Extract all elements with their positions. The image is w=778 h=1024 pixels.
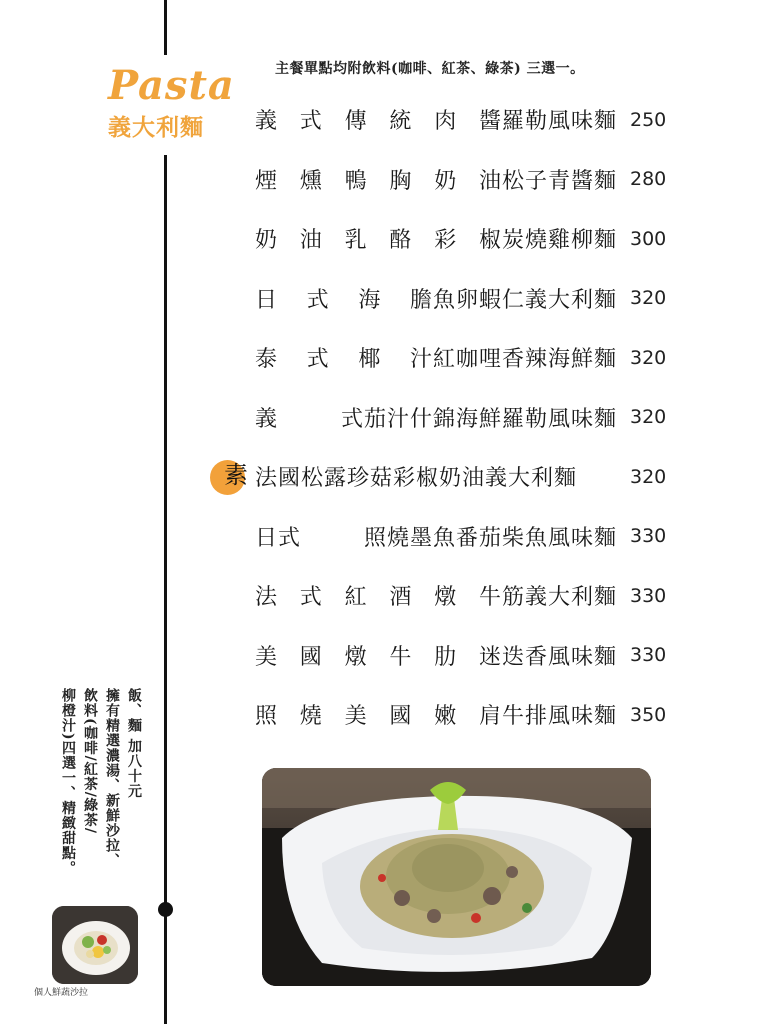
- menu-item: [255, 388, 665, 448]
- menu-item-name-part: 醬羅勒風味麵: [478, 109, 617, 135]
- menu-item-name-part: 椒炭燒雞柳麵: [478, 228, 617, 254]
- menu-item-name-part: 紅: [344, 585, 368, 611]
- menu-item: [255, 507, 665, 567]
- menu-item-name-part: 牛: [389, 644, 413, 670]
- menu-item-name-part: 照燒墨魚番茄柴魚風味麵: [363, 525, 617, 551]
- menu-item: [255, 209, 665, 269]
- divider-line-bottom: [164, 155, 167, 1024]
- menu-item: [255, 269, 665, 329]
- menu-item-name-part: 美: [255, 644, 279, 670]
- menu-item-name-part: 燉: [344, 644, 368, 670]
- drink-note: 主餐單點均附飲料(咖啡、紅茶、綠茶) 三選一。: [275, 61, 585, 77]
- menu-item-name-part: 照: [255, 704, 279, 730]
- salad-caption: 個人鮮蔬沙拉: [34, 988, 89, 998]
- menu-item-name-part: 乳: [344, 228, 368, 254]
- menu-item-name-part: 海: [358, 287, 382, 313]
- menu-item-name: [255, 164, 617, 195]
- menu-item-name-part: 國: [389, 704, 413, 730]
- vegetarian-badge: [210, 460, 248, 495]
- menu-item-name-part: 義: [255, 109, 279, 135]
- set-meal-note-line: 擁有精選濃湯、新鮮沙拉、: [104, 688, 120, 868]
- set-meal-note-line: 柳橙汁)四選一、精緻甜點。: [60, 688, 76, 876]
- menu-item: [255, 90, 665, 150]
- menu-item-name-part: 式: [306, 287, 330, 313]
- menu-item-name: [255, 640, 617, 671]
- menu-item-price: 350: [630, 703, 667, 726]
- menu-item-name-part: 肉: [434, 109, 458, 135]
- menu-item-price: 320: [630, 406, 667, 429]
- menu-item-name: [255, 580, 617, 611]
- menu-item-name-part: 煙: [255, 168, 279, 194]
- divider-dot: [158, 902, 173, 917]
- menu-item-name: [255, 342, 617, 373]
- divider-line-top: [164, 0, 167, 55]
- menu-item-name-part: 牛筋義大利麵: [478, 585, 617, 611]
- menu-item-name-part: 義: [255, 406, 279, 432]
- pasta-menu-list: [224, 90, 667, 745]
- menu-item-name-part: 美: [344, 704, 368, 730]
- pasta-dish-photo: [262, 768, 651, 986]
- menu-item-name-part: 法: [255, 585, 279, 611]
- menu-item-price: 330: [630, 525, 667, 548]
- menu-item-name-part: 式: [299, 109, 323, 135]
- menu-item: [255, 626, 665, 686]
- menu-item-name-part: 酒: [389, 585, 413, 611]
- set-meal-note: [50, 688, 145, 908]
- menu-item-name-part: 泰: [255, 347, 279, 373]
- menu-item-name-part: 油松子青醬麵: [478, 168, 617, 194]
- section-title-en: Pasta: [108, 62, 235, 109]
- menu-item-name-part: 燒: [299, 704, 323, 730]
- menu-item-name-part: 迷迭香風味麵: [478, 644, 617, 670]
- menu-item-name-part: 嫩: [434, 704, 458, 730]
- menu-item-price: 250: [630, 108, 667, 131]
- menu-item-name: [255, 104, 617, 135]
- menu-item-name: [255, 521, 617, 552]
- menu-item-name-part: 酪: [389, 228, 413, 254]
- pasta-dish-illustration: [262, 768, 651, 986]
- menu-item-name-part: 椰: [358, 347, 382, 373]
- menu-item: [224, 447, 667, 507]
- menu-item-name: [255, 283, 617, 314]
- menu-item-name-part: 統: [389, 109, 413, 135]
- menu-item-price: 280: [630, 168, 667, 191]
- menu-item-price: 300: [630, 227, 667, 250]
- menu-item: [255, 685, 665, 745]
- menu-item-price: 320: [630, 346, 667, 369]
- menu-item-name-part: 奶: [434, 168, 458, 194]
- menu-item-name-part: 日式: [255, 525, 302, 551]
- menu-item-name-part: 傳: [344, 109, 368, 135]
- menu-item-name-part: 膽魚卵蝦仁義大利麵: [409, 287, 617, 313]
- vegetarian-badge-label: 素: [224, 461, 248, 489]
- menu-item-name-part: 式茄汁什錦海鮮羅勒風味麵: [340, 406, 617, 432]
- menu-item-name-part: 式: [306, 347, 330, 373]
- menu-item-name-part: 式: [299, 585, 323, 611]
- menu-item-name: [255, 461, 617, 492]
- menu-item-name-part: 油: [299, 228, 323, 254]
- menu-item-name-part: 國: [299, 644, 323, 670]
- menu-item-price: 330: [630, 584, 667, 607]
- salad-photo: [52, 906, 138, 984]
- menu-item-name-part: 汁紅咖哩香辣海鮮麵: [409, 347, 617, 373]
- menu-item-name-part: 彩: [434, 228, 458, 254]
- menu-item-price: 330: [630, 644, 667, 667]
- menu-item-price: 320: [630, 287, 667, 310]
- menu-item-name-part: 奶: [255, 228, 279, 254]
- menu-item-name-part: 法國松露珍菇彩椒奶油義大利麵: [255, 466, 578, 492]
- menu-item-name-part: 胸: [389, 168, 413, 194]
- section-title-cn: 義大利麵: [108, 115, 204, 141]
- menu-item-name: [255, 402, 617, 433]
- menu-item-price: 320: [630, 465, 667, 488]
- set-meal-note-line: 飯、麵 加八十元: [126, 688, 142, 799]
- menu-item-name-part: 肩牛排風味麵: [478, 704, 617, 730]
- set-meal-note-line: 飲料(咖啡/紅茶/綠茶/: [82, 688, 98, 834]
- menu-item-name: [255, 223, 617, 254]
- menu-item: [255, 566, 665, 626]
- menu-item-name-part: 燻: [299, 168, 323, 194]
- menu-item-name-part: 肋: [434, 644, 458, 670]
- menu-item-name-part: 燉: [434, 585, 458, 611]
- menu-item-name-part: 鴨: [344, 168, 368, 194]
- menu-item: [255, 328, 665, 388]
- menu-item: [255, 150, 665, 210]
- salad-illustration: [52, 906, 138, 984]
- menu-item-name-part: 日: [255, 287, 279, 313]
- menu-item-name: [255, 699, 617, 730]
